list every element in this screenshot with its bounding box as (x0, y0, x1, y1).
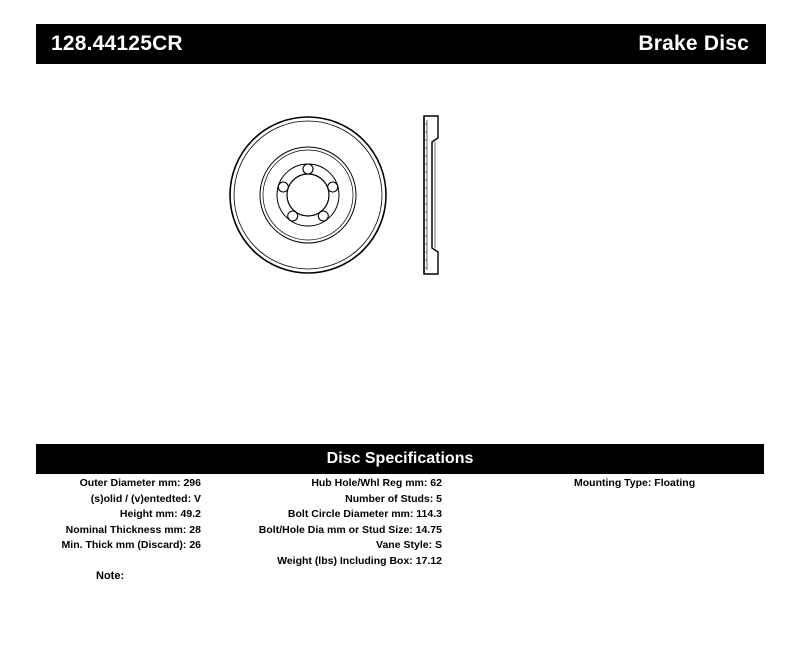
spec-item: (s)olid / (v)entedted: V (90, 492, 201, 505)
header-bar (36, 24, 766, 64)
product-drawing (180, 90, 560, 300)
spec-item: Mounting Type: Floating (574, 477, 696, 489)
spec-item: Weight (lbs) Including Box: 17.12 (277, 554, 442, 567)
specs-column-middle (201, 476, 574, 570)
spec-item: Vane Style: S (376, 539, 442, 552)
spec-item: Min. Thick mm (Discard): 26 (61, 539, 201, 552)
drawing-svg (180, 90, 560, 300)
note-label: Note: (96, 570, 125, 582)
spec-item: Hub Hole/Whl Reg mm: 62 (311, 477, 442, 489)
spec-item: Bolt Circle Diameter mm: 114.3 (287, 508, 442, 521)
specs-column-right (574, 476, 764, 492)
specifications (36, 476, 764, 570)
page-title: Brake Disc (638, 32, 749, 55)
brake-disc-edge-view (424, 116, 438, 274)
spec-item: Number of Studs: 5 (345, 492, 442, 505)
spec-item: Nominal Thickness mm: 28 (65, 523, 201, 536)
spec-item: Outer Diameter mm: 296 (79, 477, 201, 489)
brake-disc-face-view (230, 117, 386, 273)
spec-item: Height mm: 49.2 (119, 508, 201, 521)
specs-section-title: Disc Specifications (326, 450, 474, 467)
part-number: 128.44125CR (51, 32, 183, 55)
specs-section-bar (36, 444, 764, 474)
specs-column-left (36, 476, 201, 554)
spec-item: Bolt/Hole Dia mm or Stud Size: 14.75 (258, 523, 442, 536)
